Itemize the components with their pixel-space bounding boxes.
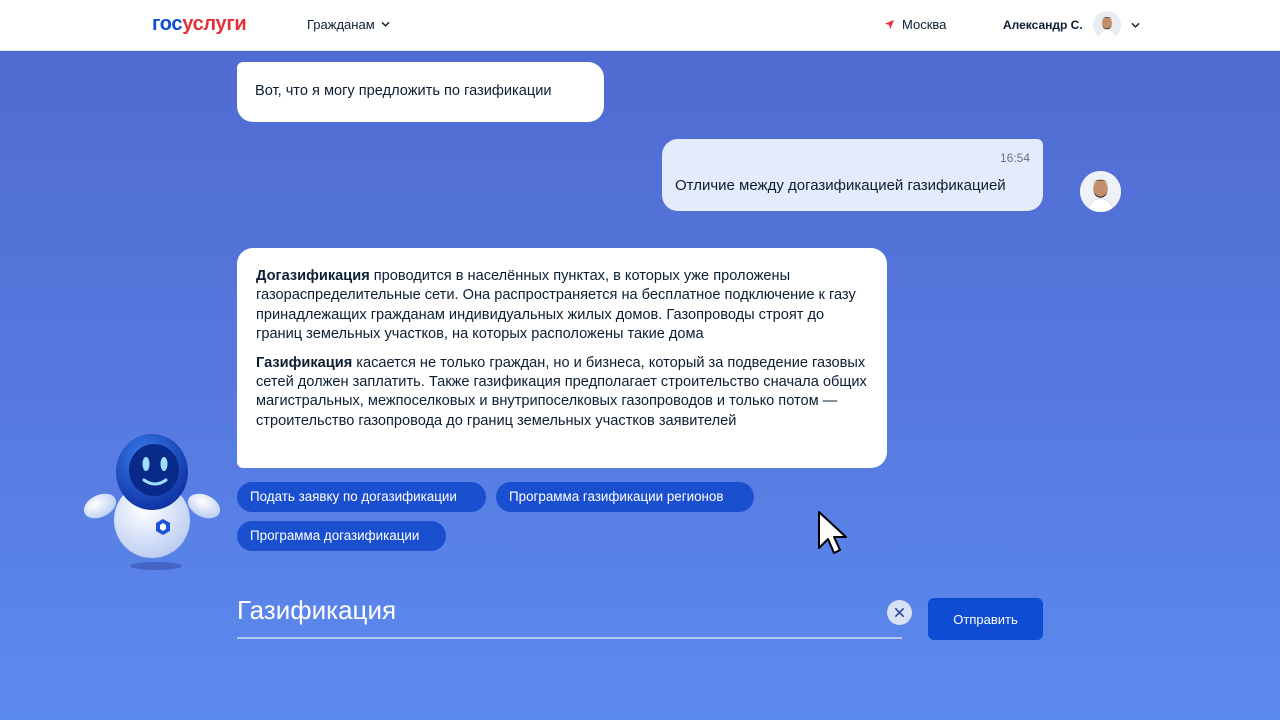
answer-paragraph-2 — [256, 354, 868, 432]
suggestion-chip[interactable]: Программа газификации регионов — [496, 482, 754, 512]
chevron-down-icon — [1131, 21, 1140, 30]
user-photo-icon — [1093, 11, 1121, 39]
answer-term-1: Догазификация — [256, 268, 370, 284]
clear-icon — [894, 607, 905, 618]
suggestion-chip[interactable]: Программа догазификации — [237, 521, 446, 551]
message-time: 16:54 — [999, 151, 1030, 165]
location-arrow-icon — [884, 19, 895, 30]
input-underline — [237, 637, 902, 639]
nav-citizens-menu[interactable] — [307, 17, 390, 32]
suggestion-chip[interactable]: Подать заявку по догазификации — [237, 482, 486, 512]
gosuslugi-logo[interactable] — [152, 13, 246, 36]
top-header — [0, 0, 1280, 51]
chat-query-input[interactable] — [237, 590, 877, 630]
user-name: Александр С. — [1003, 18, 1083, 32]
user-message-text: Отличие между догазификацией газификацией — [675, 177, 1006, 194]
user-avatar-chat — [1080, 171, 1121, 212]
logo-part-uslugi: услуги — [182, 13, 247, 35]
location-label: Москва — [902, 17, 947, 32]
user-menu[interactable] — [1003, 11, 1140, 39]
answer-paragraph-1 — [256, 267, 868, 345]
bot-answer — [237, 248, 887, 468]
chevron-down-icon — [381, 20, 390, 29]
user-message — [662, 139, 1043, 211]
answer-term-2: Газификация — [256, 354, 353, 371]
mouse-cursor-icon — [817, 510, 849, 558]
clear-input-button[interactable] — [887, 600, 912, 625]
nav-citizens-label: Гражданам — [307, 17, 375, 32]
answer-text-1: проводится в населённых пунктах, в которых уже проложены газораспределительные сети. Она распространяется на бесплатное подключение к газу принадлежащих гражданам индивидуальных жилых домов. Газопроводы строят до границ земельных участков, на которых расположены такие дома — [256, 268, 856, 343]
user-avatar — [1093, 11, 1121, 39]
answer-text-2: касается не только граждан, но и бизнеса, который за подведение газовых сетей должен заплатить. Также газификация предполагает строительство сначала общих магистральных, межпоселковых и внутрипоселковых газопроводов и только потом — строительство газопровода до границ земельных участков заявителей — [256, 354, 867, 429]
bot-message-intro — [237, 62, 604, 122]
robot-assistant — [80, 430, 225, 575]
location-selector[interactable] — [884, 17, 946, 32]
send-button[interactable]: Отправить — [928, 598, 1043, 640]
logo-part-gos: гос — [152, 13, 183, 35]
user-photo-icon — [1080, 171, 1121, 212]
bot-intro-text: Вот, что я могу предложить по газификации — [255, 83, 552, 99]
